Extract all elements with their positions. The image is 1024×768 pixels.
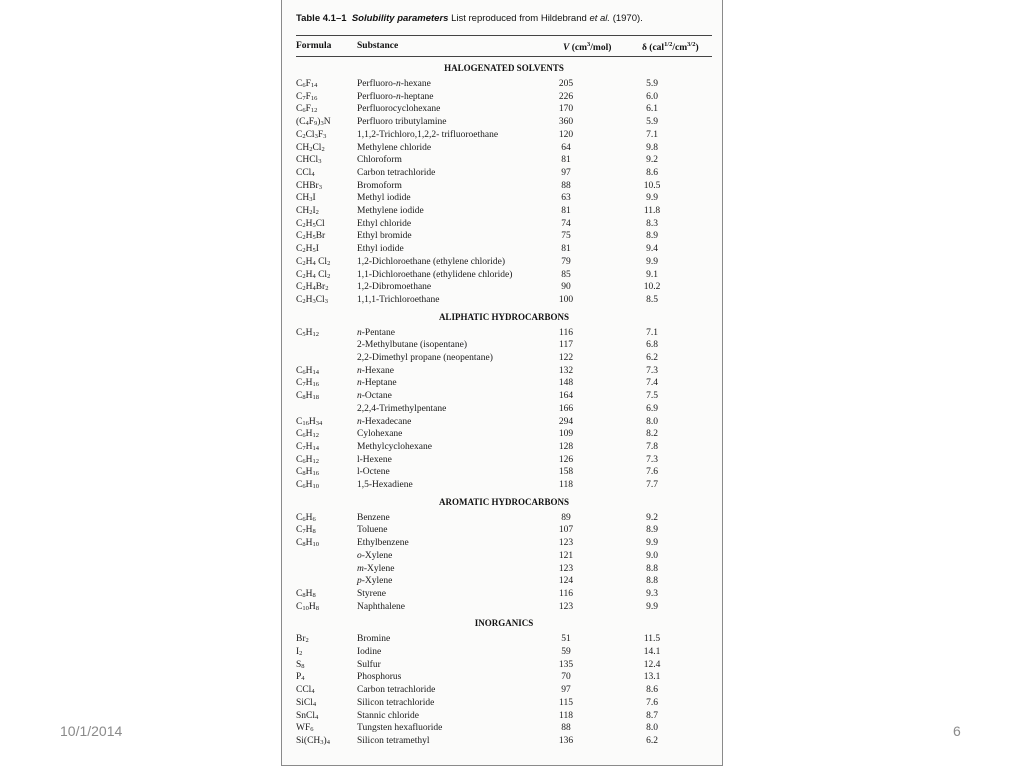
volume-cell: 126 (558, 454, 574, 465)
delta-cell: 8.0 (646, 723, 658, 734)
volume-cell: 360 (558, 117, 574, 128)
delta-cell: 7.1 (646, 327, 658, 338)
substance-cell: Phosphorus (357, 672, 402, 683)
substance-cell: Bromine (357, 634, 391, 645)
delta-cell: 7.6 (646, 467, 658, 478)
header-formula: Formula (296, 41, 332, 51)
table-row (282, 328, 723, 341)
formula-cell: $CH_2Cl_2$ (296, 142, 325, 153)
volume-cell: 90 (561, 282, 571, 293)
delta-cell: 5.9 (646, 79, 658, 89)
delta-cell: 9.1 (646, 269, 658, 280)
volume-cell: 170 (558, 104, 574, 115)
table-row (282, 219, 723, 232)
top-rule (296, 35, 712, 36)
substance-cell: 1,2-Dibromoethane (357, 282, 432, 293)
volume-cell: 81 (561, 244, 571, 255)
substance-cell: Perfluoro-n-heptane (357, 91, 434, 102)
section-heading: AROMATIC HYDROCARBONS (438, 496, 570, 507)
header-volume-text: V $(cm^3/mol)$ (563, 41, 612, 54)
volume-cell: 148 (558, 378, 574, 389)
delta-cell: 6.1 (646, 104, 658, 115)
substance-cell: Benzene (357, 512, 390, 523)
table-row (282, 117, 723, 130)
table-row (282, 143, 723, 156)
formula-cell: CCl$_4$ (296, 685, 315, 696)
substance-cell: o-Xylene (357, 550, 393, 561)
table-row (282, 340, 723, 353)
delta-cell: 7.6 (646, 697, 658, 708)
volume-cell: 59 (561, 647, 571, 657)
formula-cell: SiCl$_4$ (296, 697, 317, 708)
table-row (282, 602, 723, 615)
table-row (282, 168, 723, 181)
volume-cell: 121 (558, 550, 574, 561)
formula-cell: $CH_3I$ (296, 193, 316, 204)
volume-cell: 135 (558, 659, 574, 670)
header-delta-text: δ $(cal^{1/2}/cm^{3/2})$ (642, 41, 699, 54)
substance-cell: Cylohexane (357, 429, 403, 440)
formula-cell: $C_6F_{12}$ (296, 104, 318, 115)
delta-cell: 9.9 (646, 538, 658, 549)
substance-cell: Ethyl chloride (357, 218, 412, 229)
section-heading: HALOGENATED SOLVENTS (444, 63, 564, 73)
substance-cell: n-Octane (357, 391, 392, 402)
formula-cell: CHBr$_3$ (296, 180, 322, 191)
substance-cell: 2,2-Dimethyl propane (neopentane) (357, 353, 493, 363)
substance-cell: l-Hexene (357, 454, 392, 465)
table-row (282, 551, 723, 564)
delta-cell: 6.2 (646, 735, 658, 746)
table-row (282, 538, 723, 551)
substance-cell: Methylcyclohexane (357, 441, 432, 452)
delta-cell: 11.8 (643, 206, 661, 216)
table-row (282, 378, 723, 391)
substance-cell: 1,1,1-Trichloroethane (357, 294, 440, 305)
table-row (282, 353, 723, 366)
volume-cell: 116 (559, 588, 573, 599)
substance-cell: Ethyl bromide (357, 231, 412, 242)
table-row (282, 711, 723, 724)
table-row (282, 104, 723, 117)
table-row (282, 244, 723, 257)
volume-cell: 63 (561, 193, 571, 204)
table-row (282, 455, 723, 468)
table-row (282, 130, 723, 143)
formula-cell: $C_2H_4Br_2$ (296, 282, 329, 293)
substance-cell: Silicon tetramethyl (357, 735, 430, 746)
volume-cell: 97 (561, 167, 571, 178)
delta-cell: 10.5 (643, 180, 661, 191)
delta-cell: 8.2 (646, 429, 658, 440)
delta-cell: 9.8 (646, 142, 658, 153)
substance-cell: Methylene chloride (357, 142, 432, 153)
substance-cell: n-Hexadecane (357, 416, 412, 427)
volume-cell: 89 (561, 512, 571, 523)
table-row (282, 92, 723, 105)
formula-cell: $I_2$ (296, 647, 303, 657)
formula-cell: $C_{10}H_8$ (296, 601, 319, 612)
delta-cell: 9.3 (646, 588, 658, 599)
delta-cell: 9.0 (646, 550, 658, 561)
formula-cell: $(C_4F_9)_3N$ (296, 117, 331, 128)
delta-cell: 9.9 (646, 193, 658, 204)
delta-cell: 7.3 (646, 454, 658, 465)
formula-cell: $C_2H_5Cl$ (296, 218, 325, 229)
table-row (282, 685, 723, 698)
volume-cell: 136 (558, 735, 574, 746)
volume-cell: 120 (558, 129, 574, 140)
volume-cell: 107 (558, 525, 574, 536)
substance-cell: 1,1,2-Trichloro,1,2,2- trifluoroethane (357, 129, 499, 140)
table-scan-image (281, 0, 723, 766)
volume-cell: 205 (558, 79, 574, 89)
substance-cell: 2,2,4-Trimethylpentane (357, 403, 447, 414)
delta-cell: 8.5 (646, 294, 658, 305)
formula-cell: CCl$_4$ (296, 167, 315, 178)
substance-cell: Perfluorocyclohexane (357, 104, 441, 115)
formula-cell: $C_7F_{16}$ (296, 91, 318, 102)
volume-cell: 70 (561, 672, 571, 683)
substance-cell: 1,2-Dichloroethane (ethylene chloride) (357, 256, 505, 267)
formula-cell: $WF_6$ (296, 723, 314, 734)
delta-cell: 14.1 (643, 647, 661, 657)
volume-cell: 100 (558, 294, 574, 305)
formula-cell: $C_6H_{10}$ (296, 480, 319, 490)
table-caption (296, 13, 643, 24)
volume-cell: 123 (558, 601, 574, 612)
table-row (282, 564, 723, 577)
volume-cell: 123 (558, 538, 574, 549)
delta-cell: 6.8 (646, 340, 658, 351)
delta-cell: 7.3 (646, 365, 658, 376)
table-row (282, 257, 723, 270)
delta-cell: 7.7 (646, 480, 658, 490)
volume-cell: 164 (558, 391, 574, 402)
formula-cell: CHCl$_3$ (296, 155, 322, 166)
substance-cell: p-Xylene (357, 576, 393, 587)
table-row (282, 467, 723, 480)
table-row (282, 366, 723, 379)
table-row (282, 79, 723, 92)
substance-cell: Naphthalene (357, 601, 406, 612)
delta-cell: 12.4 (643, 659, 661, 670)
formula-cell: $C_{16}H_{34}$ (296, 416, 323, 427)
substance-cell: Perfluoro tributylamine (357, 117, 447, 128)
formula-cell: $C_7H_8$ (296, 525, 316, 536)
formula-cell: $C_7H_{16}$ (296, 378, 319, 389)
section-heading: ALIPHATIC HYDROCARBONS (438, 311, 570, 322)
volume-cell: 158 (558, 467, 574, 478)
formula-cell: $Si(CH_3)_4$ (296, 735, 330, 746)
volume-cell: 123 (558, 563, 574, 574)
slide-date: 10/1/2014 (60, 723, 123, 739)
table-row (282, 282, 723, 295)
delta-cell: 5.9 (646, 117, 658, 128)
formula-cell: $CH_2I_2$ (296, 206, 319, 216)
formula-cell: $C_6H_{14}$ (296, 365, 319, 376)
table-row (282, 672, 723, 685)
substance-cell: 1,1-Dichloroethane (ethylidene chloride) (357, 269, 513, 280)
formula-cell: $C_5H_{12}$ (296, 327, 319, 338)
formula-cell: $S_8$ (296, 659, 305, 670)
substance-cell: Carbon tetrachloride (357, 167, 436, 178)
substance-cell: Bromoform (357, 180, 402, 191)
formula-cell: $C_8H_{16}$ (296, 467, 319, 478)
delta-cell: 6.2 (646, 353, 658, 363)
substance-cell: n-Heptane (357, 378, 397, 389)
table-row (282, 442, 723, 455)
volume-cell: 74 (561, 218, 571, 229)
volume-cell: 81 (561, 206, 571, 216)
substance-cell: Iodine (357, 647, 382, 657)
section-heading: INORGANICS (474, 618, 534, 629)
volume-cell: 116 (559, 327, 573, 338)
table-label: Table 4.1–1 (296, 13, 347, 24)
substance-cell: Chloroform (357, 155, 402, 166)
formula-cell: SnCl$_4$ (296, 710, 319, 721)
volume-cell: 79 (561, 256, 571, 267)
table-row (282, 155, 723, 168)
substance-cell: Ethyl iodide (357, 244, 404, 255)
header-volume (563, 41, 611, 53)
table-row (282, 417, 723, 430)
table-title: Solubility parameters (351, 13, 449, 24)
volume-cell: 51 (561, 634, 571, 645)
formula-cell: $C_2H_4$ $Cl_2$ (296, 256, 331, 267)
formula-cell: $C_2H_5Br$ (296, 231, 326, 242)
volume-cell: 226 (558, 91, 574, 102)
substance-cell: n-Hexane (357, 365, 394, 376)
table-row (282, 391, 723, 404)
delta-cell: 7.5 (646, 391, 658, 402)
table-row (282, 231, 723, 244)
volume-cell: 122 (558, 353, 574, 363)
delta-cell: 8.9 (646, 525, 658, 536)
volume-cell: 88 (561, 723, 571, 734)
table-row (282, 589, 723, 602)
volume-cell: 294 (558, 416, 574, 427)
table-row (282, 525, 723, 538)
substance-cell: Sulfur (357, 659, 381, 670)
formula-cell: $C_6H_6$ (296, 512, 316, 523)
formula-cell: $C_6F_{14}$ (296, 79, 318, 89)
delta-cell: 8.3 (646, 218, 658, 229)
formula-cell: $C_6H_{12}$ (296, 429, 319, 440)
volume-cell: 75 (561, 231, 571, 242)
volume-cell: 124 (558, 576, 574, 587)
substance-cell: Perfluoro-n-hexane (357, 79, 431, 89)
formula-cell: $C_8H_{18}$ (296, 391, 319, 402)
formula-cell: $C_2H_3Cl_3$ (296, 294, 328, 305)
volume-cell: 166 (558, 403, 574, 414)
substance-cell: Tungsten hexafluoride (357, 723, 443, 734)
slide-page-number: 6 (953, 723, 961, 739)
substance-cell: 2-Methylbutane (isopentane) (357, 340, 468, 351)
formula-cell: $P_4$ (296, 672, 305, 683)
formula-cell: $Br_2$ (296, 634, 309, 645)
formula-cell: $C_7H_{14}$ (296, 441, 319, 452)
volume-cell: 118 (559, 480, 573, 490)
table-row (282, 698, 723, 711)
table-row (282, 513, 723, 526)
delta-cell: 7.8 (646, 441, 658, 452)
formula-cell: $C_2H_4$ $Cl_2$ (296, 269, 331, 280)
formula-cell: $C_2H_5I$ (296, 244, 319, 255)
table-row (282, 736, 723, 749)
table-row (282, 181, 723, 194)
volume-cell: 115 (559, 697, 573, 708)
delta-cell: 7.4 (646, 378, 658, 389)
header-delta (642, 41, 699, 53)
substance-cell: Carbon tetrachloride (357, 685, 436, 696)
table-row (282, 576, 723, 589)
delta-cell: 8.7 (646, 710, 658, 721)
delta-cell: 9.9 (646, 601, 658, 612)
volume-cell: 88 (561, 180, 571, 191)
substance-cell: Ethylbenzene (357, 538, 409, 549)
table-row (282, 206, 723, 219)
formula-cell: $C_8H_8$ (296, 588, 316, 599)
delta-cell: 9.4 (646, 244, 658, 255)
substance-cell: n-Pentane (357, 327, 395, 338)
volume-cell: 81 (561, 155, 571, 166)
volume-cell: 97 (561, 685, 571, 696)
delta-cell: 10.2 (643, 282, 661, 293)
delta-cell: 8.0 (646, 416, 658, 427)
substance-cell: Styrene (357, 588, 387, 599)
delta-cell: 9.9 (646, 256, 658, 267)
delta-cell: 8.6 (646, 685, 658, 696)
delta-cell: 7.1 (646, 129, 658, 140)
volume-cell: 117 (559, 340, 573, 351)
delta-cell: 8.8 (646, 576, 658, 587)
delta-cell: 11.5 (643, 634, 661, 645)
substance-cell: 1,5-Hexadiene (357, 480, 413, 490)
table-row (282, 723, 723, 736)
substance-cell: Methyl iodide (357, 193, 411, 204)
header-substance: Substance (357, 41, 399, 51)
table-row (282, 634, 723, 647)
table-row (282, 404, 723, 417)
formula-cell: $C_2Cl_3F_3$ (296, 129, 327, 140)
delta-cell: 13.1 (643, 672, 661, 683)
table-caption-etal: et al. (589, 13, 611, 24)
substance-cell: Toluene (357, 525, 388, 536)
delta-cell: 9.2 (646, 512, 658, 523)
volume-cell: 132 (558, 365, 574, 376)
table-row (282, 660, 723, 673)
delta-cell: 8.9 (646, 231, 658, 242)
header-rule (296, 56, 712, 57)
volume-cell: 85 (561, 269, 571, 280)
substance-cell: Stannic chloride (357, 710, 419, 721)
delta-cell: 8.8 (646, 563, 658, 574)
volume-cell: 109 (558, 429, 574, 440)
table-row (282, 270, 723, 283)
table-row (282, 295, 723, 308)
table-caption-year: (1970). (612, 13, 643, 24)
delta-cell: 6.0 (646, 91, 658, 102)
substance-cell: Methylene iodide (357, 206, 424, 216)
volume-cell: 128 (558, 441, 574, 452)
delta-cell: 9.2 (646, 155, 658, 166)
substance-cell: Silicon tetrachloride (357, 697, 435, 708)
delta-cell: 6.9 (646, 403, 658, 414)
substance-cell: m-Xylene (357, 563, 395, 574)
substance-cell: l-Octene (357, 467, 390, 478)
table-row (282, 193, 723, 206)
formula-cell: $C_8H_{10}$ (296, 538, 319, 549)
table-row (282, 429, 723, 442)
delta-cell: 8.6 (646, 167, 658, 178)
table-row (282, 647, 723, 660)
table-row (282, 480, 723, 493)
volume-cell: 118 (559, 710, 573, 721)
table-caption-text: List reproduced from Hildebrand (451, 13, 587, 24)
volume-cell: 64 (561, 142, 571, 153)
formula-cell: $C_6H_{12}$ (296, 454, 319, 465)
